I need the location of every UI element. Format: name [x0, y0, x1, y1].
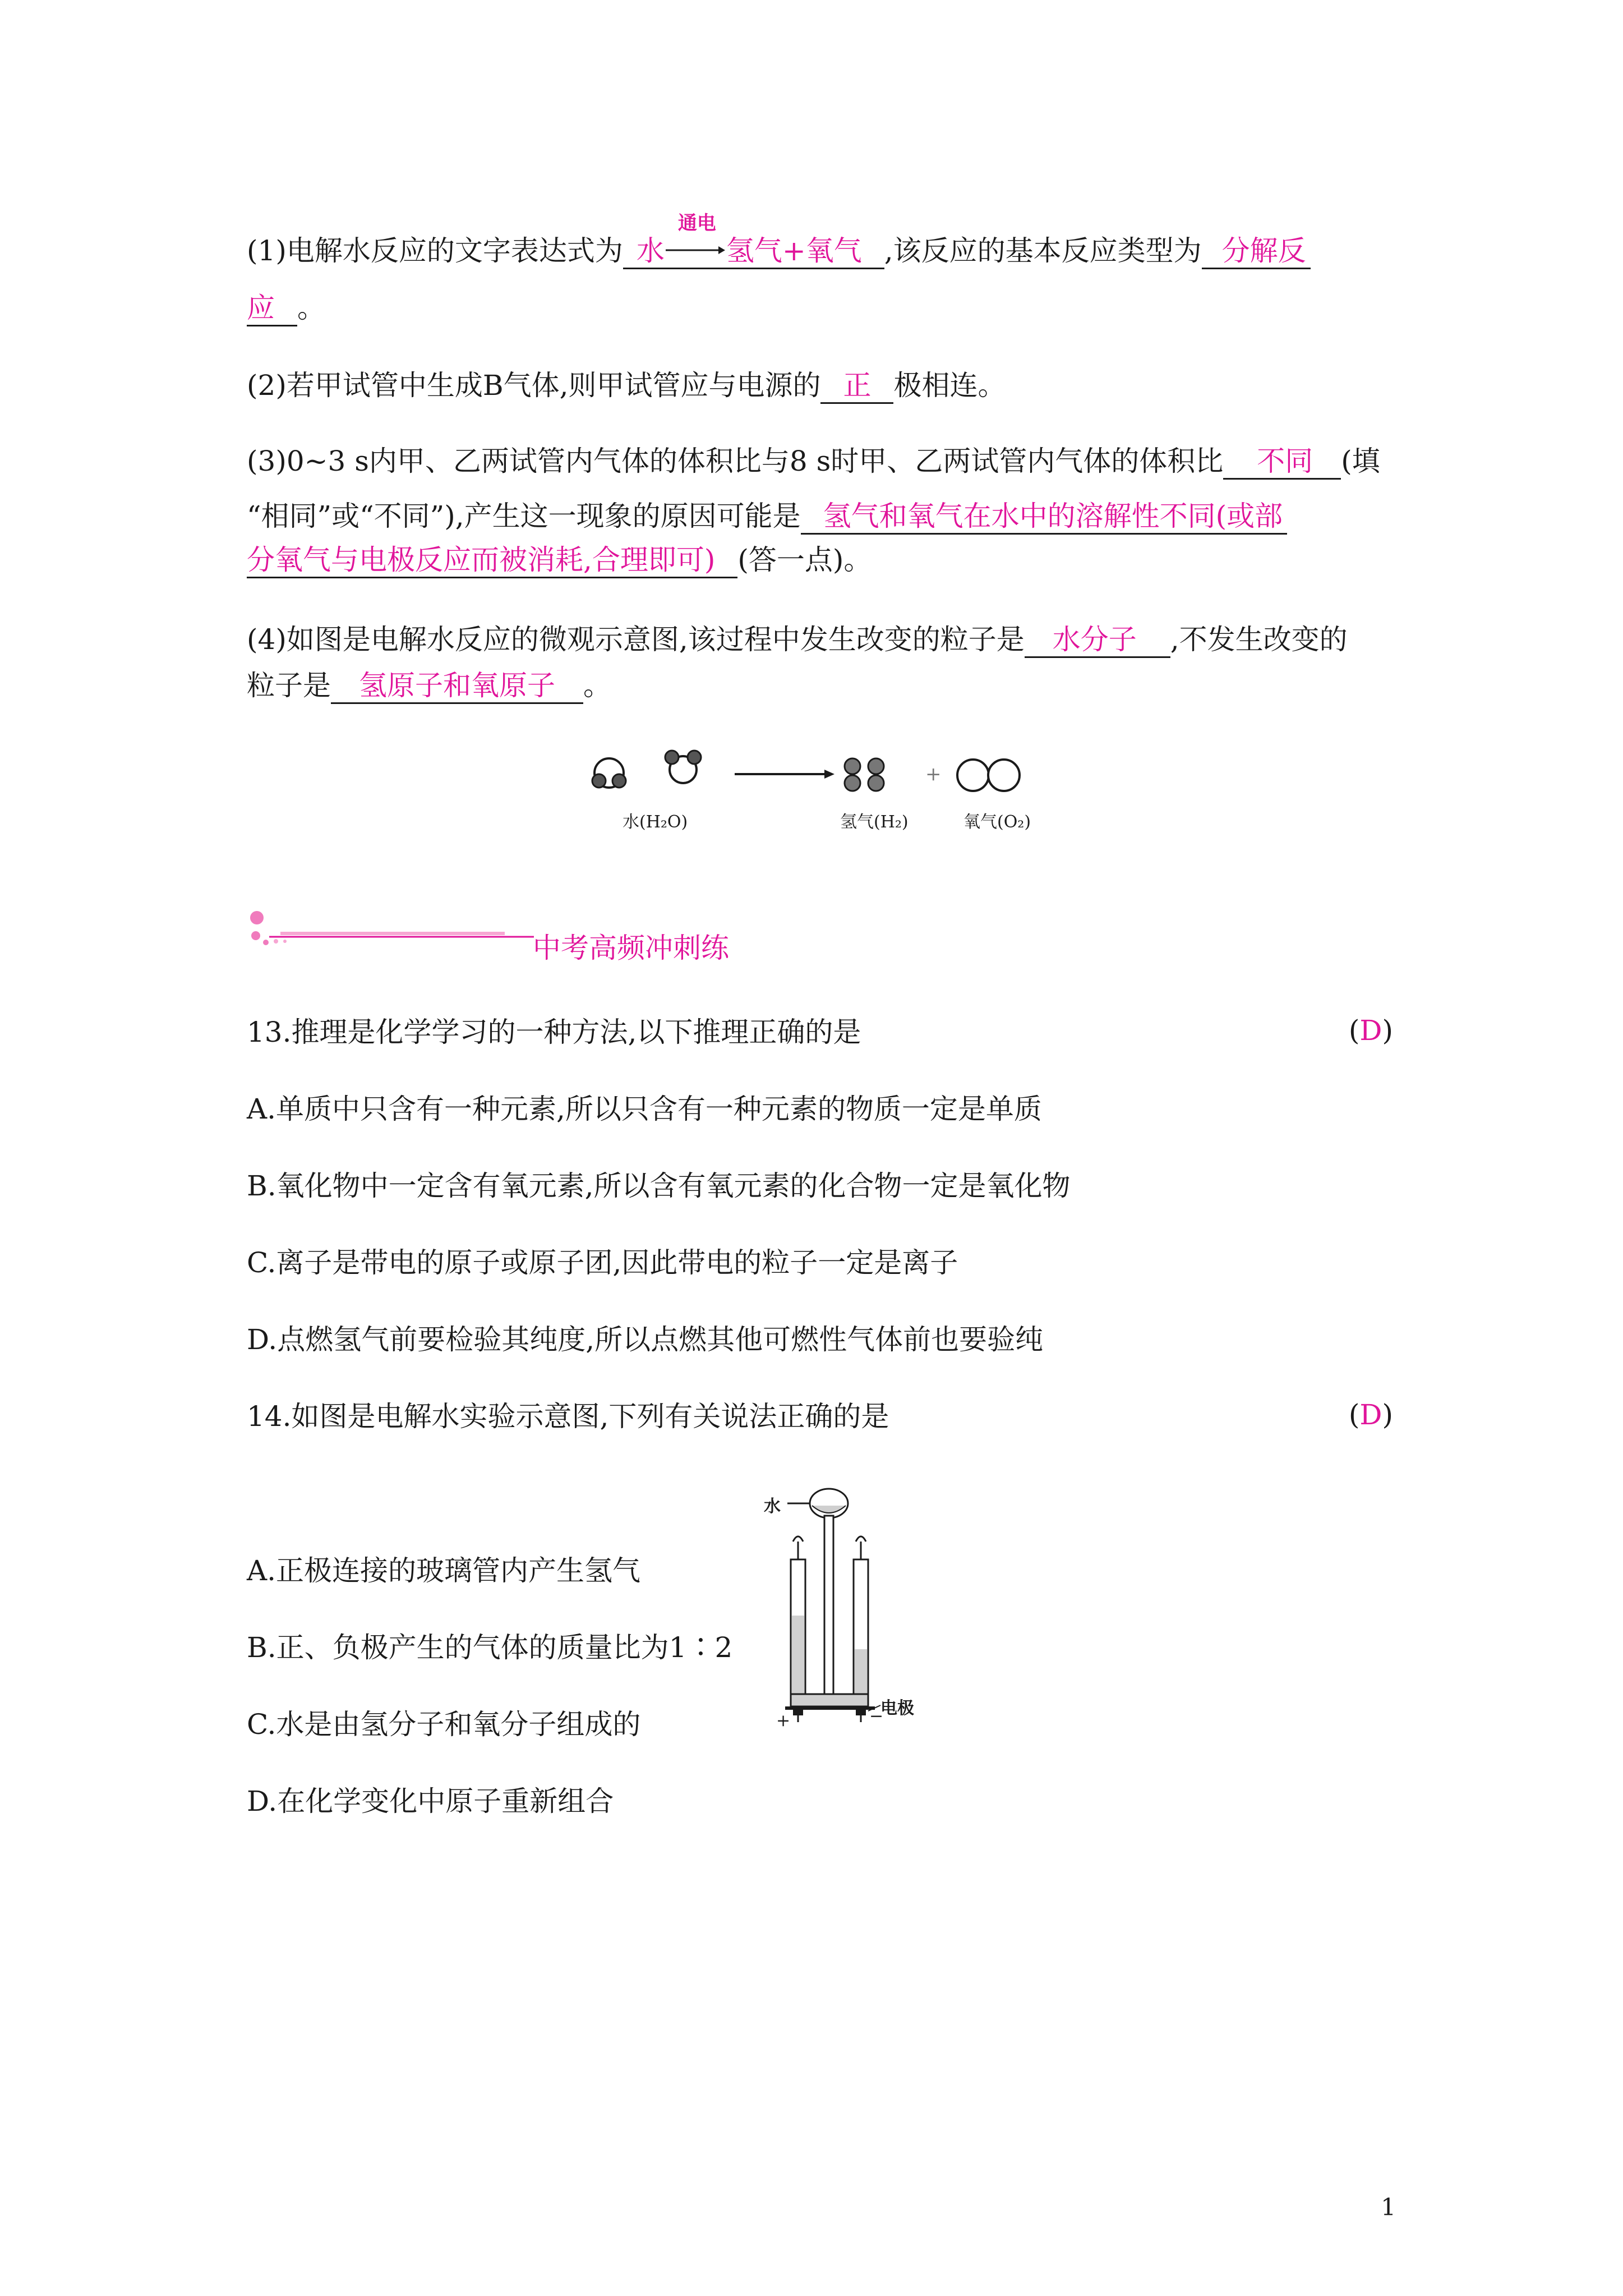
q3-answer-1: 不同 — [1223, 444, 1341, 480]
positive-terminal-label: + — [776, 1711, 791, 1731]
q13-stem — [247, 1014, 861, 1050]
q4-line-2 — [247, 668, 611, 704]
q4-line-1 — [247, 622, 1348, 658]
q1-answer-products: 氢气+氧气 — [726, 234, 862, 267]
q3-prefix: (3)0~3 s内甲、乙两试管内气体的体积比与8 s时甲、乙两试管内气体的体积比 — [247, 445, 1224, 477]
electrolysis-apparatus-diagram — [764, 1481, 937, 1739]
section-decoration-icon — [247, 903, 538, 954]
hydrogen-molecule-icon — [845, 758, 860, 791]
q3-answer-2-part2: 分氧气与电极反应而被消耗,合理即可) — [247, 543, 737, 578]
plus-sign: + — [925, 763, 942, 785]
q1-mid-text: ,该反应的基本反应类型为 — [884, 234, 1202, 267]
q1-answer-type-part1: 分解反 — [1202, 234, 1311, 269]
q14-answer: D — [1359, 1398, 1382, 1431]
apparatus-water-label: 水 — [764, 1497, 781, 1516]
q14-option-b: B.正、负极产生的气体的质量比为1∶2 — [247, 1631, 733, 1664]
q4-suffix-1: ,不发生改变的 — [1170, 623, 1348, 656]
q4-answer-1: 水分子 — [1025, 623, 1170, 658]
q13-option-a: A.单质中只含有一种元素,所以只含有一种元素的物质一定是单质 — [247, 1093, 1042, 1125]
water-molecule-icon — [592, 758, 626, 788]
q14-option-c: C.水是由氢分子和氧分子组成的 — [247, 1708, 641, 1741]
apparatus-electrode-label: 电极 — [880, 1699, 914, 1718]
reaction-arrow — [665, 212, 726, 267]
q13-option-b: B.氧化物中一定含有氧元素,所以含有氧元素的化合物一定是氧化物 — [247, 1170, 1071, 1202]
q14-stem — [247, 1398, 889, 1434]
q13-option-d: D.点燃氢气前要检验其纯度,所以点燃其他可燃性气体前也要验纯 — [247, 1323, 1044, 1356]
reaction-condition: 通电 — [677, 212, 716, 234]
q1-end: 。 — [297, 292, 325, 324]
q2-line — [247, 367, 1006, 404]
q4-answer-2: 氢原子和氧原子 — [331, 669, 583, 704]
q14-stem-text: 14.如图是电解水实验示意图,下列有关说法正确的是 — [247, 1400, 889, 1433]
q2-prefix: (2)若甲试管中生成B气体,则甲试管应与电源的 — [247, 369, 821, 402]
q14-answer-bracket: (D) — [1348, 1398, 1393, 1431]
hydrogen-label: 氢气(H₂) — [840, 812, 909, 832]
water-label: 水(H₂O) — [623, 812, 688, 832]
q14-option-d: D.在化学变化中原子重新组合 — [247, 1785, 614, 1818]
oxygen-molecule-icon — [957, 760, 1020, 791]
q13-answer-bracket: (D) — [1348, 1014, 1393, 1047]
q1-line-1 — [247, 212, 1311, 269]
q1-answer-type-part2: 应 — [247, 291, 297, 326]
q3-suffix-1: (填 — [1341, 445, 1380, 477]
oxygen-label: 氧气(O₂) — [963, 812, 1031, 832]
hydrogen-molecule-icon — [868, 758, 884, 791]
q4-line2-prefix: 粒子是 — [247, 669, 331, 702]
q3-line2-prefix: “相同”或“不同”),产生这一现象的原因可能是 — [247, 500, 801, 532]
q13-answer: D — [1359, 1014, 1382, 1047]
section-title: 中考高频冲刺练 — [533, 932, 729, 964]
electrolysis-micro-diagram — [589, 740, 1049, 853]
q3-suffix-2: (答一点)。 — [737, 544, 872, 576]
page-number: 1 — [1381, 2193, 1396, 2221]
q1-answer-reactant: 水 — [636, 234, 665, 267]
q1-prefix: (1)电解水反应的文字表达式为 — [247, 234, 623, 267]
q14-option-a: A.正极连接的玻璃管内产生氢气 — [247, 1554, 641, 1587]
q13-stem-text: 13.推理是化学学习的一种方法,以下推理正确的是 — [247, 1016, 861, 1048]
q2-answer: 正 — [820, 369, 893, 404]
q3-line-1 — [247, 443, 1380, 480]
q4-prefix: (4)如图是电解水反应的微观示意图,该过程中发生改变的粒子是 — [247, 623, 1025, 656]
q1-answer-expression — [623, 212, 884, 269]
negative-terminal-label: − — [869, 1706, 884, 1726]
q3-line-2 — [247, 498, 1287, 535]
q13-option-c: C.离子是带电的原子或原子团,因此带电的粒子一定是离子 — [247, 1246, 958, 1279]
water-molecule-icon — [665, 751, 701, 783]
q2-suffix: 极相连。 — [893, 369, 1006, 402]
q1-line-2 — [247, 290, 325, 326]
q4-suffix-2: 。 — [583, 669, 611, 702]
q3-answer-2-part1: 氢气和氧气在水中的溶解性不同(或部 — [801, 499, 1288, 535]
q3-line-3 — [247, 542, 872, 578]
